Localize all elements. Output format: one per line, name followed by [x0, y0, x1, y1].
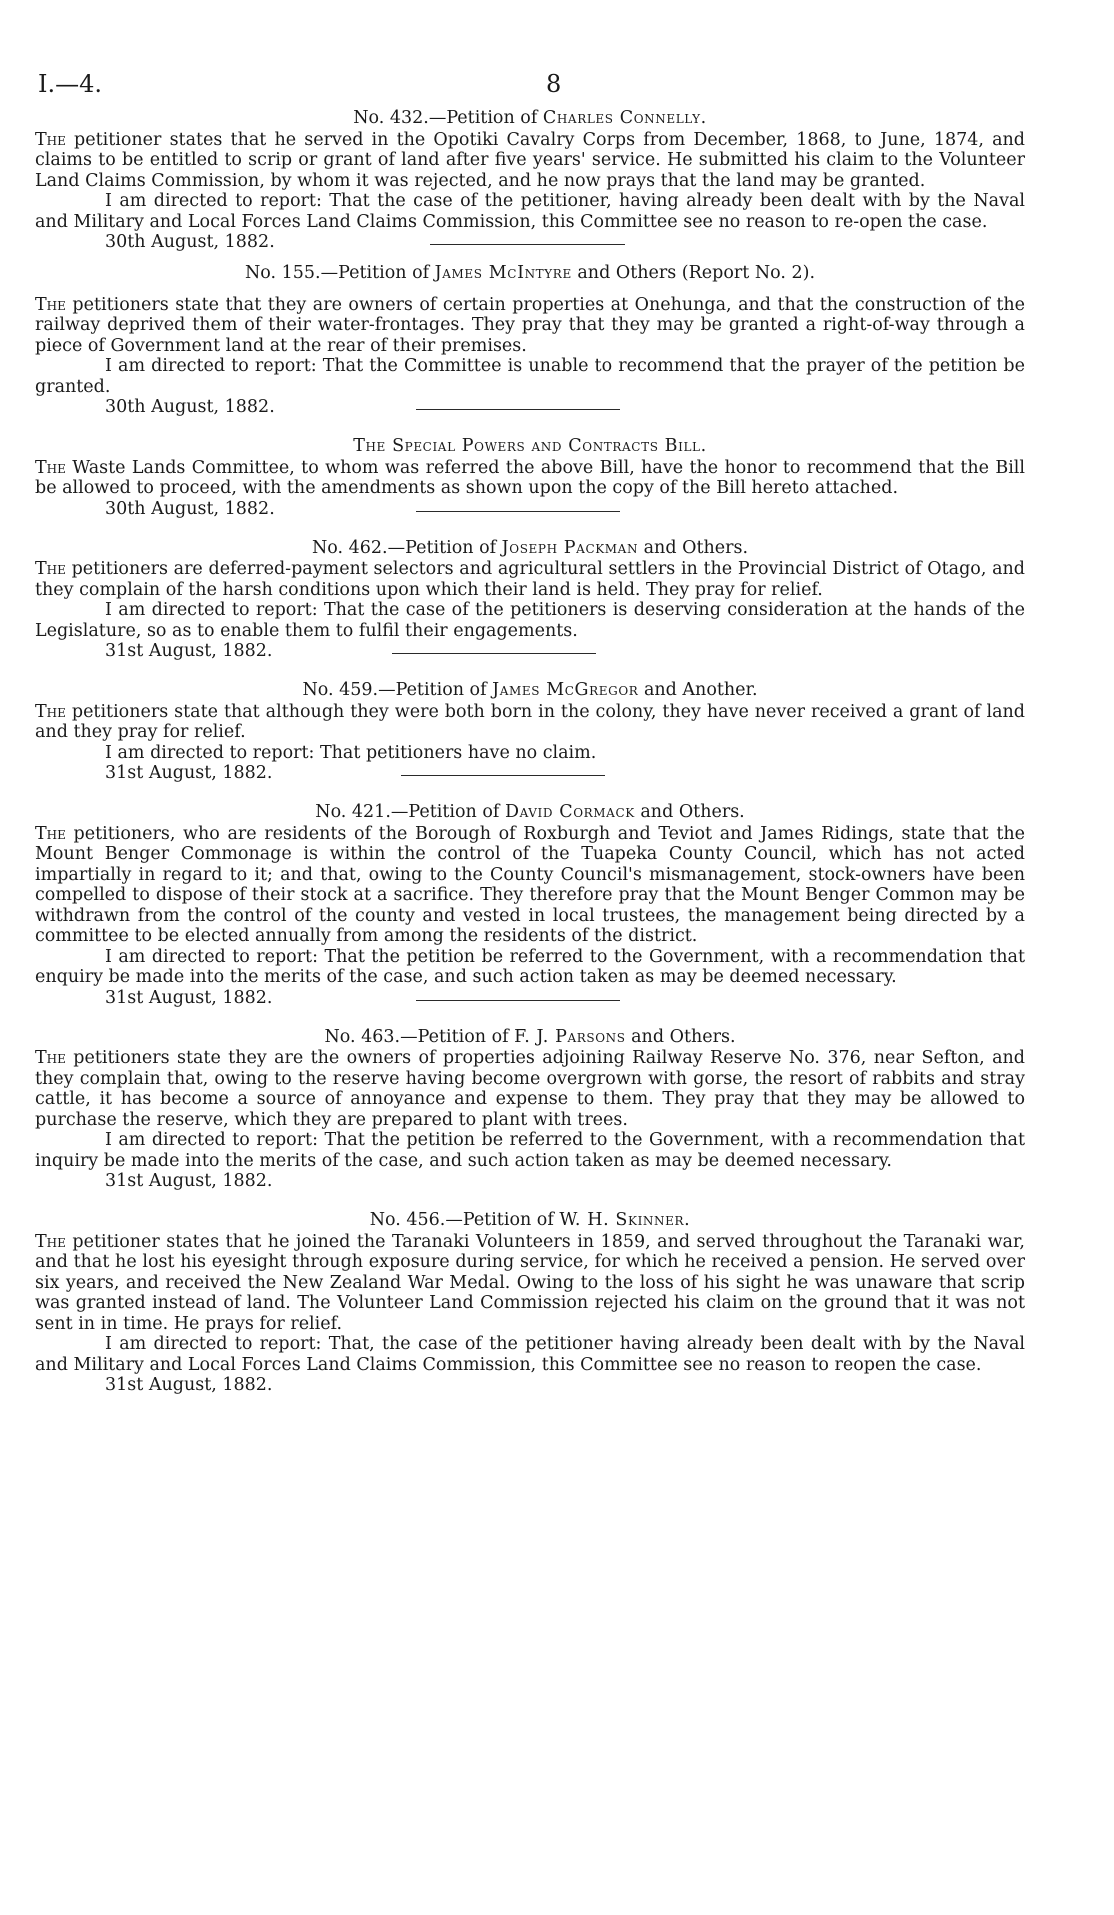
- petition-section: [35, 263, 1025, 418]
- petitioner-name: James McGregor: [492, 680, 639, 700]
- section-heading: No. 459.—Petition of James McGregor and Another.: [302, 680, 758, 700]
- dateline: [35, 763, 1025, 784]
- bill-paragraph: The Waste Lands Committee, to whom was referred the above Bill, have the honor to recommend that the Bill be allowed to proceed, with the amendments as shown upon the copy of the Bill hereto attached.: [35, 457, 1025, 498]
- report-date: 31st August, 1882.: [105, 987, 273, 1008]
- section-heading: No. 421.—Petition of David Cormack and Others.: [315, 802, 745, 822]
- petition-section: [35, 1210, 1025, 1396]
- petition-section: [35, 108, 1025, 253]
- dateline: [35, 988, 1025, 1009]
- report-paragraph: I am directed to report: That the Committee is unable to recommend that the prayer of the petition be granted.: [35, 356, 1025, 397]
- report-date: 30th August, 1882.: [105, 498, 275, 519]
- report-date: 30th August, 1882.: [105, 232, 275, 252]
- section-divider: [401, 775, 605, 776]
- petition-paragraph: The petitioners state that they are owners of certain properties at Onehunga, and that the construction of the railway deprived them of their water-frontages. They pray that they may be granted a right-of-way through a piece of Government land at the rear of their premises.: [35, 294, 1025, 356]
- report-date: 31st August, 1882.: [105, 1375, 273, 1395]
- report-paragraph: I am directed to report: That petitioners have no claim.: [105, 742, 597, 763]
- bill-section: [35, 436, 1025, 520]
- dateline: [35, 1375, 1025, 1396]
- report-paragraph: I am directed to report: That the case of the petitioner, having already been dealt with by the Naval and Military and Local Forces Land Claims Commission, this Committee see no reason to re-open the case.: [35, 191, 1025, 232]
- petition-section: [35, 680, 1025, 784]
- section-heading: [35, 436, 1025, 457]
- report-paragraph: I am directed to report: That the petition be referred to the Government, with a recommendation that inquiry be made into the merits of the case, and such action taken as may be deemed necessary.: [35, 1130, 1025, 1171]
- dateline: [35, 232, 1025, 253]
- section-heading: No. 432.—Petition of Charles Connelly.: [353, 108, 707, 128]
- petition-section: [35, 1027, 1025, 1193]
- dateline: [35, 641, 1025, 662]
- petitioner-name: Joseph Packman: [501, 537, 639, 558]
- section-heading: No. 462.—Petition of Joseph Packman and Others.: [311, 537, 749, 558]
- section-divider: [430, 244, 625, 245]
- petition-section: [35, 802, 1025, 1009]
- petition-section: [35, 538, 1025, 663]
- report-paragraph: I am directed to report: That the case of the petitioners is deserving consideration at the hands of the Legislature, so as to enable them to fulfil their engagements.: [35, 600, 1025, 641]
- petition-paragraph: The petitioners are deferred-payment selectors and agricultural settlers in the Provincial District of Otago, and they complain of the harsh conditions upon which their land is held. They pray for relief.: [35, 559, 1025, 600]
- page-number: 8: [546, 70, 562, 98]
- petition-paragraph: The petitioners state they are the owners of properties adjoining Railway Reserve No. 376, near Sefton, and they complain that, owing to the reserve having become overgrown with gorse, the resort of rabbits and stray cattle, it has become a source of annoyance and expense to them. They pray that they may be allowed to purchase the reserve, which they are prepared to plant with trees.: [35, 1048, 1025, 1130]
- report-date: 31st August, 1882.: [105, 1171, 273, 1191]
- report-content: [35, 108, 1025, 1396]
- petition-paragraph: The petitioners, who are residents of the Borough of Roxburgh and Teviot and James Ridings, state that the Mount Benger Commonage is within the control of the Tuapeka County Council, which has not acted impartially in regard to it; and that, owing to the County Council's mismanagement, stock-owners have been compelled to dispose of their stock at a sacrifice. They therefore pray that the Mount Benger Common may be withdrawn from the control of the county and vested in local trustees, the management being directed by a committee to be elected annually from among the residents of the district.: [35, 823, 1025, 946]
- page-header: [38, 70, 1074, 104]
- paper-reference: I.—4.: [38, 70, 103, 98]
- section-divider: [416, 1000, 620, 1001]
- petitioner-name: James McIntyre: [434, 263, 572, 283]
- report-paragraph: I am directed to report: That the petition be referred to the Government, with a recommendation that enquiry be made into the merits of the case, and such action taken as may be deemed necessary.: [35, 946, 1025, 987]
- section-divider: [416, 409, 620, 410]
- report-paragraph: I am directed to report: That, the case of the petitioner having already been dealt with by the Naval and Military and Local Forces Land Claims Commission, this Committee see no reason to reopen the case.: [35, 1334, 1025, 1375]
- petition-paragraph: The petitioners state that although they were both born in the colony, they have never received a grant of land and they pray for relief.: [35, 701, 1025, 742]
- section-divider: [392, 653, 596, 654]
- petitioner-name: F. J. Parsons: [514, 1026, 626, 1047]
- petition-paragraph: The petitioner states that he joined the Taranaki Volunteers in 1859, and served throughout the Taranaki war, and that he lost his eyesight through exposure during service, for which he received a pension. He served over six years, and received the New Zealand War Medal. Owing to the loss of his sight he was unaware that scrip was granted instead of land. The Volunteer Land Commission rejected his claim on the ground that it was not sent in in time. He prays for relief.: [35, 1231, 1025, 1334]
- report-date: 31st August, 1882.: [105, 641, 273, 661]
- report-date: 31st August, 1882.: [105, 763, 273, 783]
- section-heading: No. 456.—Petition of W. H. Skinner.: [369, 1210, 691, 1230]
- petitioner-name: David Cormack: [504, 802, 635, 822]
- section-heading: No. 155.—Petition of James McIntyre and Others (Report No. 2).: [244, 263, 816, 283]
- dateline: [35, 397, 1025, 418]
- petition-paragraph: The petitioner states that he served in the Opotiki Cavalry Corps from December, 1868, to June, 1874, and claims to be entitled to scrip or grant of land after five years' service. He submitted his claim to the Volunteer Land Claims Commission, by whom it was rejected, and he now prays that the land may be granted.: [35, 129, 1025, 191]
- dateline: [35, 1171, 1025, 1192]
- petitioner-name: Charles Connelly.: [542, 108, 707, 128]
- bill-title: The Special Powers and Contracts Bill.: [353, 436, 707, 456]
- section-heading: No. 463.—Petition of F. J. Parsons and Others.: [324, 1026, 736, 1047]
- report-date: 30th August, 1882.: [105, 397, 275, 417]
- petitioner-name: W. H. Skinner.: [559, 1210, 691, 1230]
- dateline: [35, 499, 1025, 520]
- section-divider: [416, 511, 620, 512]
